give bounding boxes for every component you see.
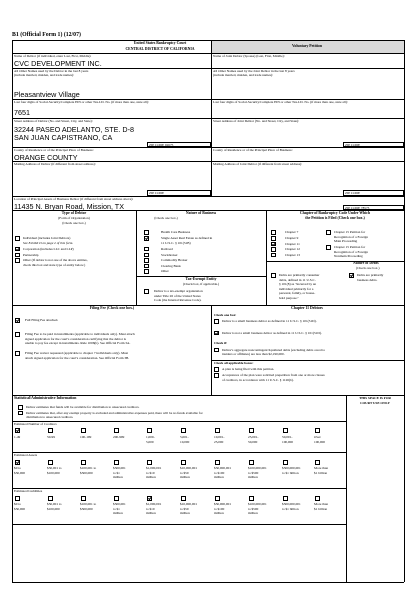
liabilities-option-8-line-1: to $1 billion: [282, 506, 299, 511]
business-railroad: Railroad: [161, 246, 173, 251]
stat-title: Statistical/Administrative Information: [14, 396, 77, 400]
joint-mailing-label: Mailing Address of Joint Debtor (if different from street address):: [213, 162, 303, 166]
creditors-option-4-line-0: 1,000-: [146, 435, 155, 439]
debtor-ein[interactable]: 7651: [14, 108, 30, 117]
tax-exempt-checkbox[interactable]: [144, 289, 149, 294]
not-small-business-checkbox[interactable]: [214, 331, 219, 336]
business-commodity: Commodity Broker: [161, 258, 188, 262]
assets-option-4-line-0: $1,000,001: [146, 466, 162, 470]
assets-option-4-line-1: to $10: [146, 470, 155, 475]
joint-address-label: Street Address of Joint Debtor (No. and Street, City, and State):: [213, 119, 300, 123]
assets-option-4-line-2: million: [146, 475, 156, 480]
business-other: Other: [161, 269, 169, 273]
business-clearing-bank: Clearing Bank: [161, 263, 181, 268]
location-label: Location of Principal Assets of Business Debtor (if different from street address above):: [14, 197, 134, 201]
chapter-9-checkbox[interactable]: [271, 236, 276, 241]
partnership-label: Partnership: [23, 252, 39, 257]
creditors-option-1-line-0: 50-99: [47, 435, 55, 439]
chapter-12-checkbox[interactable]: [271, 247, 276, 252]
corporation-checkbox[interactable]: [15, 247, 20, 252]
liabilities-option-5-line-1: to $50: [180, 506, 189, 511]
debtor-zip[interactable]: ZIP CODE 92675: [147, 142, 211, 148]
liabilities-checkbox-1[interactable]: [48, 496, 53, 501]
liabilities-option-7-line-2: million: [248, 511, 258, 516]
aggregate-debts-1: Debtor's aggregate noncontingent liquidated debts (excluding debts owed to: [222, 347, 326, 352]
assets-option-5-line-0: $10,000,001: [180, 466, 197, 470]
liabilities-checkbox-2[interactable]: [81, 496, 86, 501]
liabilities-checkbox-8[interactable]: [283, 496, 288, 501]
assets-option-6-line-0: $50,000,001: [214, 466, 231, 470]
creditors-checkbox-0[interactable]: [15, 428, 20, 433]
assets-checkbox-9[interactable]: [315, 460, 320, 465]
consumer-debts-5: personal, family, or house-: [279, 291, 316, 295]
creditors-option-5-line-0: 5,001-: [180, 435, 189, 439]
assets-checkbox-0[interactable]: [15, 460, 20, 465]
debtor-name[interactable]: CVC DEVELOPMENT INC.: [14, 59, 102, 68]
debtor-address-line2[interactable]: SAN JUAN CAPISTRANO, CA: [14, 133, 113, 142]
consumer-debts-3: § 101(8) as "incurred by an: [279, 282, 317, 286]
funds-available-label: Debtor estimates that funds will be available for distribution to unsecured creditors.: [26, 405, 140, 409]
assets-option-9-line-0: More than: [314, 466, 329, 470]
waiver-2: attach signed application for the court's consideration. See Official Form 3B.: [25, 355, 130, 360]
liabilities-option-5-line-2: million: [180, 511, 190, 516]
petition-type: Voluntary Petition: [292, 44, 322, 48]
assets-option-3-line-1: to $1: [113, 470, 120, 475]
creditors-checkbox-5[interactable]: [181, 428, 186, 433]
debtor-name-label: Name of Debtor (if individual, enter Last, First, Middle):: [14, 54, 92, 58]
liabilities-option-4-line-1: to $10: [146, 506, 155, 511]
filing-fee-title: Filing Fee (Check one box.): [89, 306, 135, 310]
installments-3: unable to pay fee except in installments. Rule 1006(b). See Official Form 3A.: [25, 341, 131, 345]
nature-sub: (Check one box.): [154, 216, 178, 220]
funds-available-checkbox[interactable]: [18, 405, 23, 410]
liabilities-option-9-line-0: More than: [314, 502, 329, 506]
liabilities-option-2-line-0: $100,001 to: [80, 502, 97, 506]
liabilities-option-2-line-1: $500,000: [80, 506, 93, 511]
other-business-checkbox[interactable]: [144, 269, 149, 274]
liabilities-option-1-line-0: $50,001 to: [47, 502, 62, 506]
clearing-bank-checkbox[interactable]: [144, 264, 149, 269]
installments-1: Filing Fee to be paid in installments (applicable to individuals only). Must attach: [25, 332, 135, 336]
liabilities-option-3-line-0: $500,001: [113, 502, 126, 506]
assets-checkbox-7[interactable]: [249, 460, 254, 465]
chapter-15-nonmain-3: Nonmain Proceeding: [334, 254, 363, 258]
full-fee-checkbox[interactable]: [15, 318, 20, 323]
joint-zip[interactable]: ZIP CODE: [343, 142, 404, 148]
joint-county-label: County of Residence or of the Principal Place of Business:: [213, 148, 293, 152]
assets-option-8-line-1: to $1 billion: [282, 470, 299, 475]
creditors-option-7-line-1: 50,000: [248, 439, 258, 444]
aggregate-debts-checkbox[interactable]: [214, 348, 219, 353]
assets-option-3-line-2: million: [113, 475, 123, 480]
consumer-debts-1: Debts are primarily consumer: [279, 273, 320, 277]
liabilities-option-4-line-2: million: [146, 511, 156, 516]
business-stockbroker: Stockbroker: [161, 252, 178, 257]
assets-checkbox-6[interactable]: [215, 460, 220, 465]
liabilities-option-3-line-2: million: [113, 511, 123, 516]
debtor-ssn-label: Last four digits of Social-Security/Complete EIN or other Tax-I.D. No. (if more than one, state all):: [14, 100, 149, 104]
assets-option-6-line-1: to $100: [214, 470, 225, 475]
liabilities-checkbox-4[interactable]: [147, 496, 152, 501]
nature-debts-sub: (Check one box.): [356, 266, 380, 270]
debtor-type-sub1: (Form of Organization): [58, 216, 90, 220]
assets-checkbox-1[interactable]: [48, 460, 53, 465]
small-business-checkbox[interactable]: [214, 319, 219, 324]
creditors-checkbox-9[interactable]: [315, 428, 320, 433]
not-small-business-label: Debtor is not a small business debtor as defined in 11 U.S.C. § 101(51D).: [222, 330, 322, 335]
acceptances-1: Acceptances of the plan were solicited prepetition from one or more classes: [222, 373, 325, 377]
liabilities-option-6-line-0: $50,000,001: [214, 502, 231, 506]
tax-exempt-line3: Code (the Internal Revenue Code).: [154, 298, 202, 302]
liabilities-option-0-line-0: $0 to: [14, 502, 21, 506]
liabilities-option-3-line-1: to $1: [113, 506, 120, 511]
chapter-15-nonmain-1: Chapter 15 Petition for: [334, 245, 366, 249]
chapter-15-main-checkbox[interactable]: [326, 230, 331, 235]
debtor-type-sub2: (Check one box.): [62, 220, 86, 225]
liabilities-checkbox-6[interactable]: [215, 496, 220, 501]
full-fee-label: Full Filing Fee attached.: [25, 318, 59, 322]
individual-label: Individual (includes Joint Debtors): [23, 236, 71, 240]
liabilities-option-7-line-1: to $500: [248, 506, 259, 511]
location-of-assets[interactable]: 11435 N. Bryan Road, Mission, TX: [14, 201, 124, 211]
business-debts-checkbox[interactable]: [349, 273, 354, 278]
single-asset-checkbox[interactable]: [144, 236, 149, 241]
plan-filed-label: A plan is being filed with this petition.: [222, 367, 275, 371]
business-single-asset-cite: 11 U.S.C. § 101(51B): [161, 240, 191, 245]
check-one-label: Check one box:: [214, 313, 237, 317]
form-title: B1 (Official Form 1) (12/07): [12, 32, 81, 38]
assets-option-1-line-0: $50,001 to: [47, 466, 62, 470]
tax-exempt-title: Tax-Exempt Entity: [185, 277, 217, 281]
assets-option-7-line-1: to $500: [248, 470, 259, 475]
assets-option-0-line-0: $0 to: [14, 466, 21, 470]
railroad-checkbox[interactable]: [144, 247, 149, 252]
consumer-debts-checkbox[interactable]: [271, 273, 276, 278]
assets-option-3-line-0: $500,001: [113, 466, 126, 470]
creditors-checkbox-1[interactable]: [48, 428, 53, 433]
debtor-mailing-label: Mailing Address of Debtor (if different from street address):: [14, 162, 96, 166]
assets-option-1-line-1: $100,000: [47, 470, 60, 475]
other-entity-label-2: check this box and state type of entity below.): [23, 262, 86, 267]
liabilities-option-8-line-0: $500,000,001: [282, 502, 301, 506]
debtor-type-title: Type of Debtor: [61, 211, 87, 215]
installments-checkbox[interactable]: [15, 332, 20, 337]
court-use-2: COURT USE ONLY: [360, 401, 390, 405]
chapter-15-main-1: Chapter 15 Petition for: [334, 230, 366, 234]
creditors-option-9-line-0: Over: [314, 435, 321, 439]
liabilities-option-0-line-1: $50,000: [14, 506, 26, 511]
creditors-option-8-line-0: 50,001-: [282, 435, 293, 439]
chapter-12-label: Chapter 12: [285, 247, 300, 251]
debtor-address-label: Street Address of Debtor (No. and Street, City, and State):: [14, 119, 93, 123]
stockbroker-checkbox[interactable]: [144, 253, 149, 258]
waiver-checkbox[interactable]: [15, 351, 20, 356]
all-applicable-label: Check all applicable boxes:: [214, 361, 254, 365]
debtor-other-names-label: All Other Names used by the Debtor in the last 8 years: [14, 69, 89, 73]
chapter-title-2: the Petition is Filed (Check one box.): [305, 216, 365, 220]
no-funds-2: distribution to unsecured creditors.: [26, 415, 74, 419]
assets-option-2-line-1: $500,000: [80, 470, 93, 475]
business-single-asset: Single Asset Real Estate as defined in: [161, 236, 213, 240]
location-zip[interactable]: ZIP CODE 78573: [343, 205, 404, 211]
check-if-label: Check if:: [214, 341, 228, 345]
creditors-label: Estimated Number of Creditors: [14, 421, 57, 426]
chapter-15-nonmain-2: Recognition of a Foreign: [334, 249, 368, 254]
chapter-title: Chapter of Bankruptcy Code Under Which: [299, 211, 371, 215]
chapter-7-checkbox[interactable]: [271, 230, 276, 235]
liabilities-option-4-line-0: $1,000,001: [146, 502, 162, 506]
assets-option-7-line-2: million: [248, 475, 258, 480]
debtor-mailing-zip[interactable]: ZIP CODE: [147, 190, 211, 196]
assets-label: Estimated Assets: [14, 452, 38, 457]
liabilities-option-5-line-0: $10,000,001: [180, 502, 197, 506]
joint-other-names-hint: (include married, maiden, and trade names):: [213, 73, 273, 77]
individual-note: See Exhibit D on page 2 of this form.: [23, 240, 74, 245]
chapter-15-main-2: Recognition of a Foreign: [334, 234, 368, 239]
other-entity-label-1: Other (If debtor is not one of the above entities,: [23, 258, 88, 262]
assets-option-5-line-1: to $50: [180, 470, 189, 475]
individual-checkbox[interactable]: [15, 236, 20, 241]
creditors-option-2-line-0: 100-199: [80, 435, 92, 439]
chapter-7-label: Chapter 7: [285, 230, 299, 234]
debtor-other-names-hint: (include married, maiden, and trade names):: [14, 73, 74, 77]
creditors-checkbox-2[interactable]: [81, 428, 86, 433]
joint-name-label: Name of Joint Debtor (Spouse) (Last, First, Middle):: [213, 54, 285, 58]
assets-checkbox-5[interactable]: [181, 460, 186, 465]
liabilities-checkbox-5[interactable]: [181, 496, 186, 501]
waiver-1: Filing Fee waiver requested (applicable to chapter 7 individuals only). Must: [25, 351, 129, 355]
liabilities-checkbox-3[interactable]: [114, 496, 119, 501]
assets-checkbox-3[interactable]: [114, 460, 119, 465]
assets-option-2-line-0: $100,001 to: [80, 466, 97, 470]
liabilities-checkbox-9[interactable]: [315, 496, 320, 501]
creditors-option-7-line-0: 25,001-: [248, 435, 259, 439]
assets-option-0-line-1: $50,000: [14, 470, 26, 475]
tax-exempt-line1: Debtor is a tax-exempt organization: [154, 289, 203, 293]
no-funds-1: Debtor estimates that, after any exempt property is excluded and administrative expenses paid, there will be no funds available for: [26, 410, 203, 415]
nature-debts-title: Nature of Debts: [353, 261, 379, 265]
assets-checkbox-2[interactable]: [81, 460, 86, 465]
chapter-13-label: Chapter 13: [285, 252, 300, 257]
liabilities-option-7-line-0: $100,000,001: [248, 502, 267, 506]
joint-other-names-label: All Other Names used by the Joint Debtor in the last 8 years: [213, 69, 295, 73]
acceptances-2: of creditors, in accordance with 11 U.S.C. § 1126(b).: [222, 377, 294, 382]
joint-mailing-zip[interactable]: ZIP CODE: [343, 190, 404, 196]
debtor-county-label: County of Residence or of the Principal Place of Business:: [14, 148, 94, 152]
court-district: CENTRAL DISTRICT OF CALIFORNIA: [125, 46, 195, 51]
liabilities-checkbox-7[interactable]: [249, 496, 254, 501]
debtor-county[interactable]: ORANGE COUNTY: [14, 152, 78, 162]
creditors-option-4-line-1: 5,000: [146, 439, 154, 444]
ch11-debtors-title: Chapter 11 Debtors: [291, 306, 323, 310]
consumer-debts-6: hold purpose.": [279, 295, 299, 300]
creditors-option-5-line-1: 10,000: [180, 439, 190, 444]
liabilities-checkbox-0[interactable]: [15, 496, 20, 501]
joint-ssn-label: Last four digits of Social-Security/Complete EIN or other Tax-I.D. No. (if more than one, state all):: [213, 100, 348, 104]
chapter-13-checkbox[interactable]: [271, 253, 276, 258]
creditors-option-8-line-1: 100,000: [282, 439, 294, 444]
creditors-option-6-line-1: 25,000: [214, 439, 224, 444]
assets-option-5-line-2: million: [180, 475, 190, 480]
chapter-9-label: Chapter 9: [285, 236, 299, 240]
nature-title: Nature of Business: [185, 211, 217, 215]
installments-2: signed application for the court's consideration certifying that the debtor is: [25, 336, 126, 341]
creditors-checkbox-8[interactable]: [283, 428, 288, 433]
creditors-checkbox-6[interactable]: [215, 428, 220, 433]
consumer-debts-4: individual primarily for a: [279, 286, 314, 291]
creditors-option-0-line-0: 1-49: [14, 435, 21, 439]
other-entity-checkbox[interactable]: [15, 258, 20, 263]
creditors-checkbox-3[interactable]: [114, 428, 119, 433]
business-debts-1: Debts are primarily: [357, 273, 384, 277]
creditors-checkbox-4[interactable]: [147, 428, 152, 433]
acceptances-checkbox[interactable]: [214, 373, 219, 378]
health-care-checkbox[interactable]: [144, 230, 149, 235]
chapter-15-main-3: Main Proceeding: [334, 239, 358, 243]
liabilities-option-9-line-1: $1 billion: [314, 506, 328, 511]
court-name: United States Bankruptcy Court: [133, 41, 187, 45]
assets-option-9-line-1: $1 billion: [314, 470, 328, 475]
tax-exempt-line2: under Title 26 of the United States: [154, 293, 201, 298]
debtor-other-name[interactable]: Pleasantview Village: [14, 90, 80, 99]
assets-option-7-line-0: $100,000,001: [248, 466, 267, 470]
creditors-option-9-line-1: 100,000: [314, 439, 326, 444]
creditors-checkbox-7[interactable]: [249, 428, 254, 433]
creditors-option-6-line-0: 10,001-: [214, 435, 225, 439]
debtor-address-line1[interactable]: 32244 PASEO ADELANTO, STE. D-8: [14, 125, 134, 134]
commodity-checkbox[interactable]: [144, 258, 149, 263]
business-health-care: Health Care Business: [161, 230, 191, 234]
liabilities-label: Estimated Liabilities: [14, 488, 43, 493]
assets-checkbox-4[interactable]: [147, 460, 152, 465]
assets-option-8-line-0: $500,000,001: [282, 466, 301, 470]
chapter-15-nonmain-checkbox[interactable]: [326, 245, 331, 250]
corporation-label: Corporation (includes LLC and LLP): [23, 246, 74, 251]
assets-option-6-line-2: million: [214, 475, 224, 480]
business-debts-2: business debts.: [357, 277, 378, 282]
liabilities-option-1-line-1: $100,000: [47, 506, 60, 511]
aggregate-debts-2: insiders or affiliates) are less than $2,190,000.: [222, 352, 285, 356]
small-business-label: Debtor is a small business debtor as defined in 11 U.S.C. § 101(51D).: [222, 319, 317, 323]
court-use-1: THIS SPACE IS FOR: [359, 396, 391, 400]
consumer-debts-2: debts, defined in 11 U.S.C.: [279, 277, 316, 282]
no-funds-checkbox[interactable]: [18, 411, 23, 416]
chapter-11-label: Chapter 11: [285, 241, 300, 246]
tax-exempt-sub: (Check box, if applicable.): [182, 282, 220, 286]
plan-filed-checkbox[interactable]: [214, 367, 219, 372]
creditors-option-3-line-0: 200-999: [113, 435, 125, 439]
partnership-checkbox[interactable]: [15, 253, 20, 258]
chapter-11-checkbox[interactable]: [271, 242, 276, 247]
liabilities-option-6-line-1: to $100: [214, 506, 225, 511]
assets-checkbox-8[interactable]: [283, 460, 288, 465]
liabilities-option-6-line-2: million: [214, 511, 224, 516]
